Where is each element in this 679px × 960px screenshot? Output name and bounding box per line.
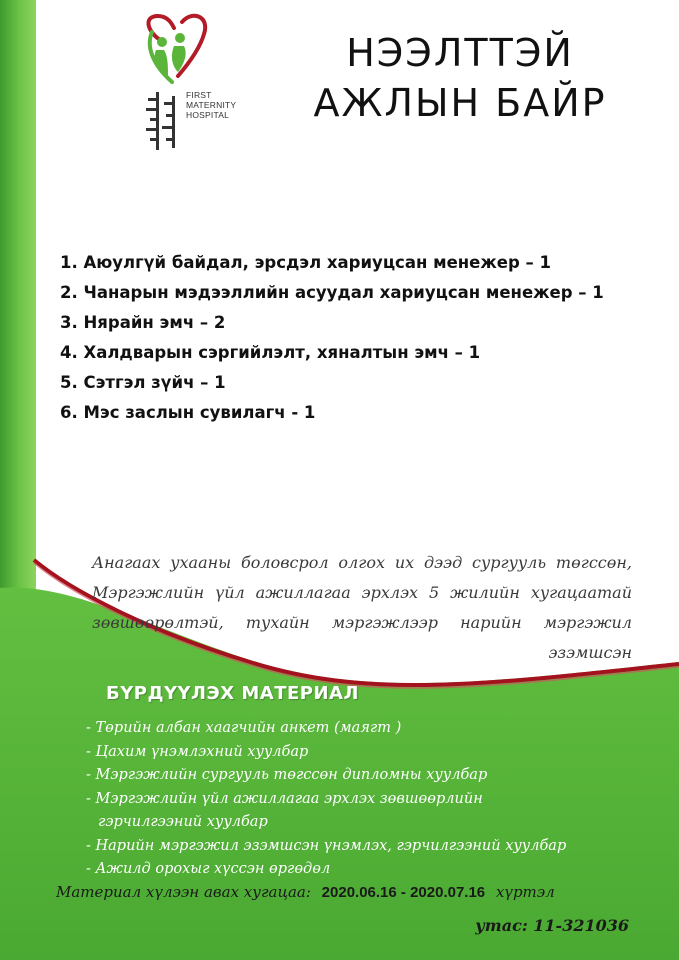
logo-text: [186, 90, 236, 120]
mongolian-script-icon: [146, 92, 175, 150]
material-item-continuation: гэрчилгээний хуулбар: [98, 814, 268, 830]
logo-line-3: HOSPITAL: [186, 110, 230, 120]
title-line-1: НЭЭЛТТЭЙ: [346, 31, 574, 75]
deadline-label: Материал хүлээн авах хугацаа:: [56, 883, 311, 901]
page-title: [305, 28, 615, 128]
requirements-text: Анагаах ухааны боловсрол олгох их дээд сургууль төгссөн, Мэргэжлийн үйл ажиллагаа эрхлэх 5 жилийн хугацаатай зөвшөөрөлтэй, тухайн мэргэжлээр нарийн мэргэжил эзэмшсэн: [92, 553, 632, 662]
deadline-until: хүртэл: [495, 883, 555, 901]
position-item: 4. Халдварын сэргийлэлт, хяналтын эмч – 1: [60, 343, 481, 362]
materials-title: БҮРДҮҮЛЭХ МАТЕРИАЛ: [106, 683, 359, 704]
logo-line-2: MATERNITY: [186, 100, 237, 110]
position-item: 2. Чанарын мэдээллийн асуудал хариуцсан менежер – 1: [60, 283, 604, 302]
position-item: 3. Нярайн эмч – 2: [60, 313, 226, 332]
child-head: [175, 33, 185, 43]
material-item: - Мэргэжлийн сургууль төгссөн дипломны хуулбар: [86, 767, 488, 783]
deadline-dates: 2020.06.16 - 2020.07.16: [321, 884, 486, 901]
material-item: - Цахим үнэмлэхний хуулбар: [86, 743, 309, 760]
mother-head: [157, 37, 167, 47]
position-item: 5. Сэтгэл зүйч – 1: [60, 373, 226, 392]
material-item: - Нарийн мэргэжил эзэмшсэн үнэмлэх, гэрчилгээний хуулбар: [86, 837, 567, 854]
left-green-stripe: [0, 0, 36, 680]
logo-line-1: FIRST: [186, 90, 212, 100]
materials-list: [86, 717, 566, 882]
position-item: 1. Аюулгүй байдал, эрсдэл хариуцсан менежер – 1: [60, 253, 552, 272]
material-item: - Мэргэжлийн үйл ажиллагаа эрхлэх зөвшөөрлийн: [86, 790, 483, 807]
positions-list: [60, 248, 670, 428]
hospital-logo: [138, 12, 268, 162]
material-item: - Ажилд орохыг хүссэн өргөдөл: [86, 861, 331, 877]
contact-phone: утас: 11-321036: [475, 916, 629, 935]
material-item: - Төрийн албан хаагчийн анкет (маягт ): [86, 720, 402, 736]
deadline-line: [56, 883, 555, 901]
heart-outline-red-right: [178, 16, 205, 76]
title-line-2: АЖЛЫН БАЙР: [313, 81, 607, 125]
position-item: 6. Мэс заслын сувилагч - 1: [60, 403, 316, 422]
